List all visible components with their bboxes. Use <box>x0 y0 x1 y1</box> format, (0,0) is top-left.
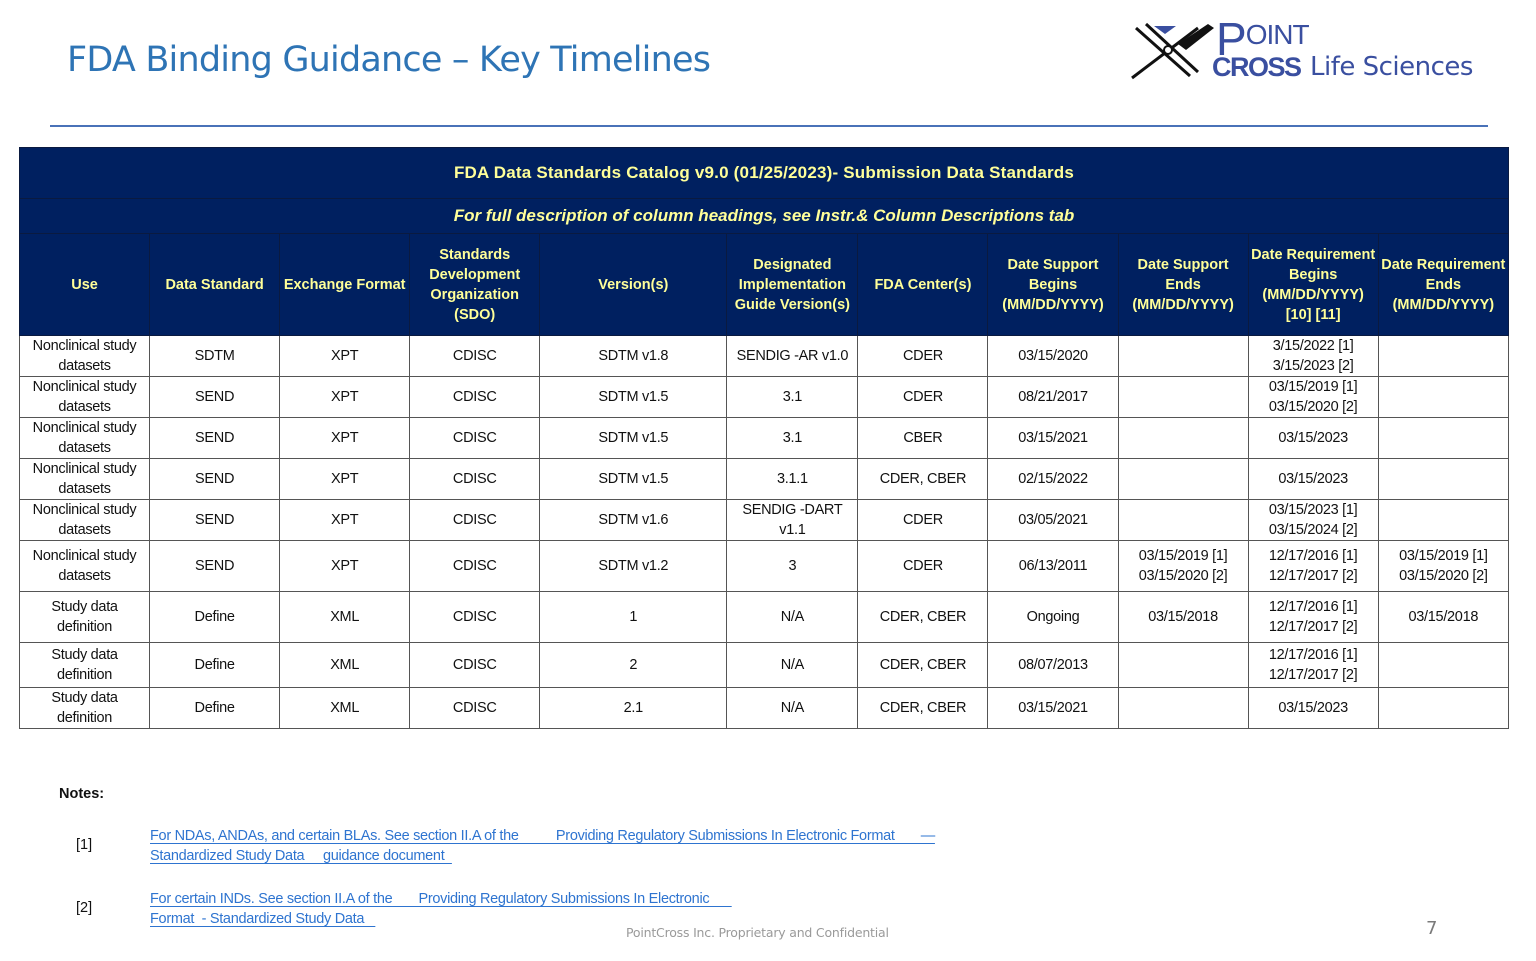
cell-standard: SEND <box>150 541 280 592</box>
cell-standard: Define <box>150 643 280 688</box>
table-row <box>20 541 1509 592</box>
cell-standard: Define <box>150 688 280 729</box>
column-header: Date Requirement Begins (MM/DD/YYYY) [10] [11] <box>1248 234 1378 336</box>
cell-support-ends <box>1118 500 1248 541</box>
cell-support-begins: Ongoing <box>988 592 1118 643</box>
cell-support-begins: 02/15/2022 <box>988 459 1118 500</box>
cell-version: SDTM v1.5 <box>540 459 727 500</box>
cell-version: SDTM v1.2 <box>540 541 727 592</box>
cell-sdo: CDISC <box>410 688 540 729</box>
cell-center: CDER, CBER <box>858 643 988 688</box>
cell-center: CDER, CBER <box>858 688 988 729</box>
cell-version: 2 <box>540 643 727 688</box>
cell-req-begins: 3/15/2022 [1] 3/15/2023 [2] <box>1248 336 1378 377</box>
cell-support-ends: 03/15/2019 [1] 03/15/2020 [2] <box>1118 541 1248 592</box>
column-header: Use <box>20 234 150 336</box>
cell-req-ends <box>1378 500 1508 541</box>
cell-support-begins: 08/07/2013 <box>988 643 1118 688</box>
cell-ig: 3.1.1 <box>727 459 858 500</box>
cell-req-ends: 03/15/2019 [1] 03/15/2020 [2] <box>1378 541 1508 592</box>
cell-req-begins: 03/15/2023 [1] 03/15/2024 [2] <box>1248 500 1378 541</box>
cell-req-ends <box>1378 459 1508 500</box>
table-row <box>20 418 1509 459</box>
cell-support-ends <box>1118 336 1248 377</box>
cell-center: CDER <box>858 377 988 418</box>
cell-format: XML <box>280 688 410 729</box>
cell-support-begins: 08/21/2017 <box>988 377 1118 418</box>
table-row <box>20 500 1509 541</box>
cell-sdo: CDISC <box>410 541 540 592</box>
cell-ig: 3.1 <box>727 418 858 459</box>
cell-req-ends <box>1378 336 1508 377</box>
note-2-link-line-1[interactable]: For certain INDs. See section II.A of the Providing Regulatory Submissions In Electronic <box>150 891 732 907</box>
cell-ig: N/A <box>727 643 858 688</box>
cell-sdo: CDISC <box>410 418 540 459</box>
column-header: Exchange Format <box>280 234 410 336</box>
cell-sdo: CDISC <box>410 336 540 377</box>
table-row <box>20 643 1509 688</box>
pointcross-logo <box>1128 13 1488 82</box>
title-divider <box>50 125 1488 127</box>
column-header: Designated Implementation Guide Version(s) <box>727 234 858 336</box>
cell-req-ends <box>1378 418 1508 459</box>
cell-standard: SEND <box>150 377 280 418</box>
note-text <box>150 889 732 929</box>
cell-req-begins: 12/17/2016 [1] 12/17/2017 [2] <box>1248 643 1378 688</box>
logo-life-sciences-text: Life Sciences <box>1310 52 1473 82</box>
cell-version: SDTM v1.5 <box>540 377 727 418</box>
cell-sdo: CDISC <box>410 592 540 643</box>
cell-req-ends <box>1378 377 1508 418</box>
cell-format: XPT <box>280 336 410 377</box>
cell-support-ends <box>1118 418 1248 459</box>
cell-use: Nonclinical study datasets <box>20 377 150 418</box>
note-2-link-line-2[interactable]: Format - Standardized Study Data <box>150 911 376 927</box>
column-header: FDA Center(s) <box>858 234 988 336</box>
cell-support-begins: 06/13/2011 <box>988 541 1118 592</box>
cell-standard: SEND <box>150 459 280 500</box>
cell-version: 1 <box>540 592 727 643</box>
note-1-link-line-2[interactable]: Standardized Study Data guidance document <box>150 848 452 864</box>
cell-sdo: CDISC <box>410 459 540 500</box>
cell-standard: Define <box>150 592 280 643</box>
column-header: Date Support Begins (MM/DD/YYYY) <box>988 234 1118 336</box>
cell-support-begins: 03/15/2021 <box>988 418 1118 459</box>
column-header: Data Standard <box>150 234 280 336</box>
cell-use: Study data definition <box>20 592 150 643</box>
cell-center: CDER, CBER <box>858 459 988 500</box>
cell-format: XML <box>280 643 410 688</box>
cell-use: Nonclinical study datasets <box>20 500 150 541</box>
notes-label: Notes: <box>59 786 105 802</box>
page-number: 7 <box>1426 918 1438 939</box>
cell-use: Study data definition <box>20 688 150 729</box>
standards-table <box>19 147 1509 729</box>
column-header: Standards Development Organization (SDO) <box>410 234 540 336</box>
cell-req-ends <box>1378 688 1508 729</box>
cell-format: XML <box>280 592 410 643</box>
cell-version: 2.1 <box>540 688 727 729</box>
cell-support-ends <box>1118 459 1248 500</box>
cell-ig: 3.1 <box>727 377 858 418</box>
slide-title: FDA Binding Guidance – Key Timelines <box>67 40 711 80</box>
cell-format: XPT <box>280 500 410 541</box>
cell-center: CDER <box>858 541 988 592</box>
table-row <box>20 592 1509 643</box>
cell-center: CBER <box>858 418 988 459</box>
cell-req-begins: 03/15/2023 <box>1248 688 1378 729</box>
cell-support-ends <box>1118 643 1248 688</box>
note-text <box>150 826 935 866</box>
cell-ig: SENDIG -DART v1.1 <box>727 500 858 541</box>
cell-format: XPT <box>280 541 410 592</box>
table-row <box>20 336 1509 377</box>
table-row <box>20 688 1509 729</box>
table-subtitle: For full description of column headings, see Instr.& Column Descriptions tab <box>20 199 1509 234</box>
cell-standard: SEND <box>150 418 280 459</box>
cell-req-begins: 12/17/2016 [1] 12/17/2017 [2] <box>1248 541 1378 592</box>
note-number: [2] <box>76 900 93 916</box>
cell-sdo: CDISC <box>410 377 540 418</box>
cell-format: XPT <box>280 377 410 418</box>
note-number: [1] <box>76 837 93 853</box>
cell-use: Nonclinical study datasets <box>20 418 150 459</box>
column-header: Date Support Ends (MM/DD/YYYY) <box>1118 234 1248 336</box>
logo-point-text: POINT <box>1216 13 1309 65</box>
cell-support-ends <box>1118 377 1248 418</box>
cell-req-begins: 03/15/2019 [1] 03/15/2020 [2] <box>1248 377 1378 418</box>
cell-req-begins: 03/15/2023 <box>1248 418 1378 459</box>
table-row <box>20 377 1509 418</box>
column-header: Date Requirement Ends (MM/DD/YYYY) <box>1378 234 1508 336</box>
cell-support-begins: 03/15/2020 <box>988 336 1118 377</box>
confidentiality-footer: PointCross Inc. Proprietary and Confidential <box>626 925 889 940</box>
cell-center: CDER, CBER <box>858 592 988 643</box>
cell-ig: N/A <box>727 688 858 729</box>
cell-version: SDTM v1.5 <box>540 418 727 459</box>
note-1-link-line-1[interactable]: For NDAs, ANDAs, and certain BLAs. See section II.A of the Providing Regulatory Submissions In Electronic Format — <box>150 828 935 844</box>
cell-ig: N/A <box>727 592 858 643</box>
cell-center: CDER <box>858 500 988 541</box>
table-row <box>20 459 1509 500</box>
cell-format: XPT <box>280 418 410 459</box>
column-header: Version(s) <box>540 234 727 336</box>
crossed-needles-icon <box>1128 20 1218 82</box>
cell-version: SDTM v1.6 <box>540 500 727 541</box>
cell-req-ends <box>1378 643 1508 688</box>
cell-ig: 3 <box>727 541 858 592</box>
cell-standard: SDTM <box>150 336 280 377</box>
cell-sdo: CDISC <box>410 643 540 688</box>
cell-sdo: CDISC <box>410 500 540 541</box>
cell-center: CDER <box>858 336 988 377</box>
cell-use: Study data definition <box>20 643 150 688</box>
cell-format: XPT <box>280 459 410 500</box>
logo-cross-text: CROSS <box>1212 52 1301 82</box>
table-body <box>20 336 1509 729</box>
cell-support-begins: 03/05/2021 <box>988 500 1118 541</box>
cell-standard: SEND <box>150 500 280 541</box>
cell-support-ends <box>1118 688 1248 729</box>
cell-use: Nonclinical study datasets <box>20 541 150 592</box>
standards-table-container <box>19 147 1509 729</box>
cell-req-begins: 12/17/2016 [1] 12/17/2017 [2] <box>1248 592 1378 643</box>
cell-version: SDTM v1.8 <box>540 336 727 377</box>
cell-support-ends: 03/15/2018 <box>1118 592 1248 643</box>
cell-support-begins: 03/15/2021 <box>988 688 1118 729</box>
cell-ig: SENDIG -AR v1.0 <box>727 336 858 377</box>
cell-use: Nonclinical study datasets <box>20 336 150 377</box>
table-title: FDA Data Standards Catalog v9.0 (01/25/2023)- Submission Data Standards <box>20 148 1509 199</box>
cell-req-ends: 03/15/2018 <box>1378 592 1508 643</box>
cell-req-begins: 03/15/2023 <box>1248 459 1378 500</box>
column-header-row <box>20 234 1509 336</box>
cell-use: Nonclinical study datasets <box>20 459 150 500</box>
